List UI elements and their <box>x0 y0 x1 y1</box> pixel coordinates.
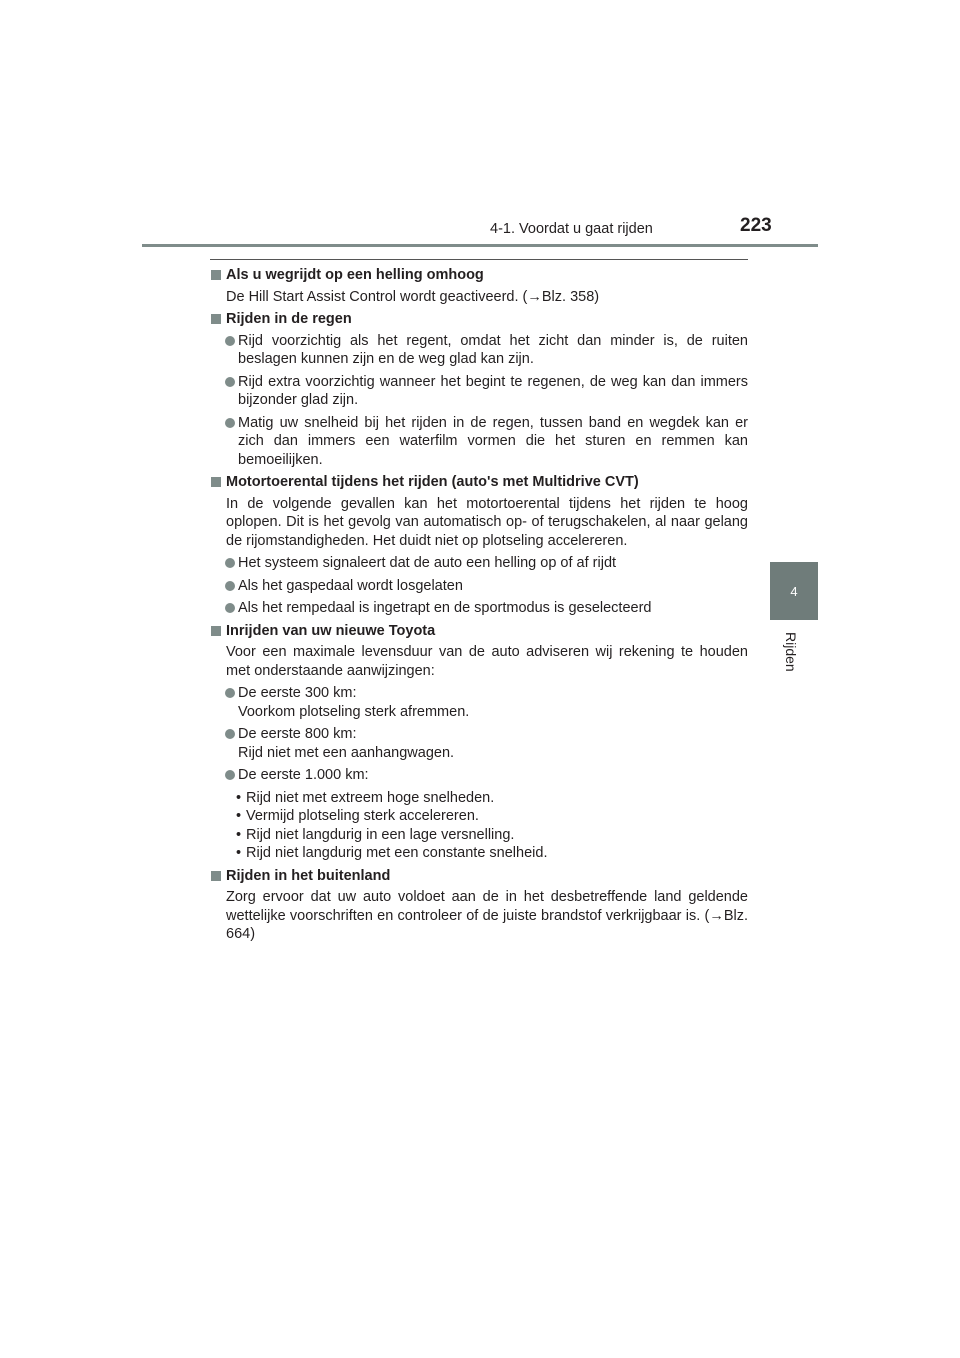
section-paragraph: Voor een maximale levensduur van de auto adviseren wij rekening te houden met onderstaande aanwijzingen: <box>226 644 748 679</box>
round-bullet-icon <box>225 729 235 739</box>
list-item: Matig uw snelheid bij het rijden in de regen, tussen band en wegdek kan er zich dan immers een waterfilm vormen die het sturen en remmen kan bemoeilijken. <box>210 414 748 470</box>
chapter-tab[interactable] <box>770 562 818 620</box>
chapter-number: 4 <box>790 583 798 599</box>
round-bullet-icon <box>225 688 235 698</box>
section-title: Rijden in het buitenland <box>210 867 748 886</box>
content-rule <box>210 259 748 260</box>
section-header: 4-1. Voordat u gaat rijden <box>490 221 653 237</box>
square-bullet-icon <box>211 626 221 636</box>
sub-list-item: • Vermijd plotseling sterk accelereren. <box>236 808 479 824</box>
round-bullet-icon <box>225 336 235 346</box>
header-rule <box>142 244 818 247</box>
small-bullet-icon: • <box>236 789 242 806</box>
round-bullet-icon <box>225 770 235 780</box>
section-title: Rijden in de regen <box>210 310 748 329</box>
sub-list-item: • Rijd niet langdurig met een constante snelheid. <box>236 845 548 861</box>
section-hill-start <box>210 266 748 306</box>
list-item: Als het gaspedaal wordt losgelaten <box>210 577 748 596</box>
round-bullet-icon <box>225 581 235 591</box>
list-item: Het systeem signaleert dat de auto een helling op of af rijdt <box>210 554 748 573</box>
section-break-in <box>210 622 748 863</box>
sub-list-item: • Rijd niet met extreem hoge snelheden. <box>236 789 495 806</box>
page-number: 223 <box>740 215 772 236</box>
square-bullet-icon <box>211 477 221 487</box>
round-bullet-icon <box>225 558 235 568</box>
square-bullet-icon <box>211 314 221 324</box>
small-bullet-icon: • <box>236 808 242 824</box>
sub-list-item: • Rijd niet langdurig in een lage versnelling. <box>236 826 515 843</box>
small-bullet-icon: • <box>236 845 242 861</box>
list-item: Rijd voorzichtig als het regent, omdat het zicht dan minder is, de ruiten beslagen kunnen zijn en de weg glad kan zijn. <box>210 332 748 369</box>
chapter-label: Rijden <box>783 632 799 672</box>
square-bullet-icon <box>211 270 221 280</box>
list-item: De eerste 800 km: Rijd niet met een aanhangwagen. <box>210 725 748 762</box>
list-item: De eerste 300 km: Voorkom plotseling sterk afremmen. <box>210 684 748 721</box>
section-abroad <box>210 867 748 944</box>
section-paragraph: De Hill Start Assist Control wordt geactiveerd. (→Blz. 358) <box>226 288 600 305</box>
page-content <box>210 266 748 948</box>
section-paragraph: Zorg ervoor dat uw auto voldoet aan de in het desbetreffende land geldende wettelijke voorschriften en controleer of de juiste brandstof verkrijgbaar is. (→Blz. 664) <box>226 889 748 942</box>
section-rain <box>210 310 748 469</box>
round-bullet-icon <box>225 603 235 613</box>
round-bullet-icon <box>225 418 235 428</box>
square-bullet-icon <box>211 871 221 881</box>
section-title: Als u wegrijdt op een helling omhoog <box>210 266 748 285</box>
section-title: Motortoerental tijdens het rijden (auto's met Multidrive CVT) <box>210 473 748 492</box>
list-item: Als het rempedaal is ingetrapt en de sportmodus is geselecteerd <box>210 599 748 618</box>
section-paragraph: In de volgende gevallen kan het motortoerental tijdens het rijden te hoog oplopen. Dit is het gevolg van automatisch op- of terugschakelen, al naar gelang de rijomstandigheden. Het duidt niet op plotseling accelereren. <box>226 495 748 549</box>
list-item: Rijd extra voorzichtig wanneer het begint te regenen, de weg kan dan immers bijzonder glad zijn. <box>210 373 748 410</box>
small-bullet-icon: • <box>236 826 242 843</box>
section-engine-speed <box>210 473 748 618</box>
round-bullet-icon <box>225 377 235 387</box>
section-title: Inrijden van uw nieuwe Toyota <box>210 622 748 641</box>
list-item: De eerste 1.000 km: <box>210 766 748 785</box>
